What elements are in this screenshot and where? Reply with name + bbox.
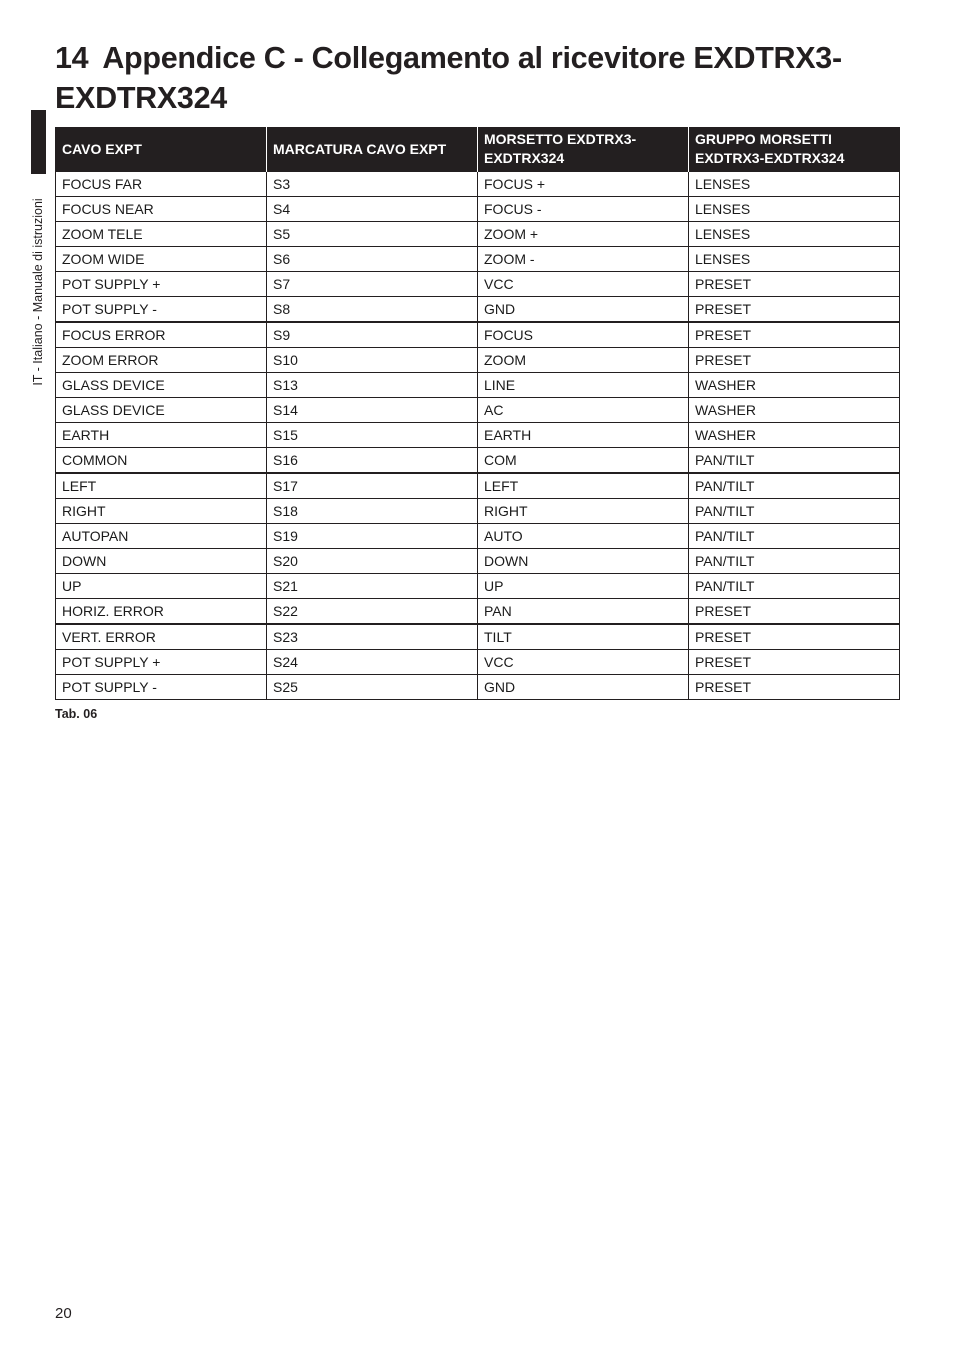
table-cell: LEFT: [56, 473, 267, 499]
table-cell: EARTH: [478, 423, 689, 448]
table-cell: S25: [267, 675, 478, 700]
table-cell: WASHER: [689, 373, 900, 398]
table-row: [56, 172, 900, 197]
table-cell: S21: [267, 574, 478, 599]
table-row: [56, 398, 900, 423]
section-title: Appendice C - Collegamento al ricevitore EXDTRX3-EXDTRX324: [55, 41, 842, 115]
table-cell: WASHER: [689, 398, 900, 423]
table-cell: PAN: [478, 599, 689, 625]
table-cell: PRESET: [689, 297, 900, 323]
table-row: [56, 348, 900, 373]
table-cell: WASHER: [689, 423, 900, 448]
table-cell: LENSES: [689, 222, 900, 247]
table-cell: GLASS DEVICE: [56, 373, 267, 398]
table-cell: PRESET: [689, 348, 900, 373]
column-header-morsetto: MORSETTO EXDTRX3-EXDTRX324: [478, 127, 689, 172]
table-caption: Tab. 06: [55, 707, 98, 721]
side-tab-marker: [31, 110, 46, 174]
page-title: [55, 38, 915, 118]
side-language-label: IT - Italiano - Manuale di istruzioni: [31, 198, 45, 386]
table-row: [56, 297, 900, 323]
table-row: [56, 222, 900, 247]
table-cell: ZOOM -: [478, 247, 689, 272]
table-cell: S4: [267, 197, 478, 222]
table-cell: PAN/TILT: [689, 448, 900, 474]
table-cell: S9: [267, 322, 478, 348]
table-cell: PRESET: [689, 624, 900, 650]
page-number: 20: [55, 1305, 72, 1322]
table-cell: S20: [267, 549, 478, 574]
table-cell: VCC: [478, 650, 689, 675]
table-cell: LENSES: [689, 172, 900, 197]
column-header-marcatura: MARCATURA CAVO EXPT: [267, 127, 478, 172]
table-cell: COMMON: [56, 448, 267, 474]
table-cell: DOWN: [478, 549, 689, 574]
table-cell: RIGHT: [56, 499, 267, 524]
table-cell: AUTO: [478, 524, 689, 549]
table-cell: PAN/TILT: [689, 574, 900, 599]
table-header-row: [56, 127, 900, 172]
table-row: [56, 423, 900, 448]
table-row: [56, 247, 900, 272]
table-cell: GND: [478, 297, 689, 323]
table-cell: FOCUS +: [478, 172, 689, 197]
table-cell: PRESET: [689, 675, 900, 700]
table-row: [56, 650, 900, 675]
table-cell: GLASS DEVICE: [56, 398, 267, 423]
table-cell: S6: [267, 247, 478, 272]
table-cell: S16: [267, 448, 478, 474]
table-cell: LEFT: [478, 473, 689, 499]
table-cell: ZOOM +: [478, 222, 689, 247]
table-cell: FOCUS NEAR: [56, 197, 267, 222]
table-cell: S8: [267, 297, 478, 323]
table-cell: UP: [56, 574, 267, 599]
table-cell: POT SUPPLY -: [56, 675, 267, 700]
table-cell: LENSES: [689, 197, 900, 222]
table-cell: AC: [478, 398, 689, 423]
table-cell: PRESET: [689, 272, 900, 297]
table-cell: TILT: [478, 624, 689, 650]
table-cell: S22: [267, 599, 478, 625]
column-header-gruppo: GRUPPO MORSETTI EXDTRX3-EXDTRX324: [689, 127, 900, 172]
table-cell: PAN/TILT: [689, 524, 900, 549]
table-cell: GND: [478, 675, 689, 700]
table-row: [56, 473, 900, 499]
table-cell: S23: [267, 624, 478, 650]
table-cell: S18: [267, 499, 478, 524]
table-cell: UP: [478, 574, 689, 599]
table-cell: S7: [267, 272, 478, 297]
table-row: [56, 272, 900, 297]
table-row: [56, 499, 900, 524]
table-cell: ZOOM WIDE: [56, 247, 267, 272]
table-cell: S14: [267, 398, 478, 423]
table-row: [56, 448, 900, 474]
table-cell: PRESET: [689, 322, 900, 348]
table-cell: FOCUS FAR: [56, 172, 267, 197]
table-body: [56, 172, 900, 700]
table-cell: POT SUPPLY +: [56, 272, 267, 297]
table-cell: ZOOM ERROR: [56, 348, 267, 373]
table-row: [56, 373, 900, 398]
table-cell: POT SUPPLY -: [56, 297, 267, 323]
table-cell: S10: [267, 348, 478, 373]
table-row: [56, 322, 900, 348]
table-cell: S19: [267, 524, 478, 549]
table-cell: S15: [267, 423, 478, 448]
table-row: [56, 599, 900, 625]
table-cell: ZOOM: [478, 348, 689, 373]
table-cell: AUTOPAN: [56, 524, 267, 549]
table-cell: LINE: [478, 373, 689, 398]
table-cell: ZOOM TELE: [56, 222, 267, 247]
table-cell: DOWN: [56, 549, 267, 574]
table-cell: S5: [267, 222, 478, 247]
table-row: [56, 524, 900, 549]
section-number: 14: [55, 41, 89, 75]
table-cell: PRESET: [689, 599, 900, 625]
table-cell: LENSES: [689, 247, 900, 272]
table-cell: RIGHT: [478, 499, 689, 524]
table-cell: PAN/TILT: [689, 499, 900, 524]
table-cell: PRESET: [689, 650, 900, 675]
table-cell: VERT. ERROR: [56, 624, 267, 650]
table-cell: POT SUPPLY +: [56, 650, 267, 675]
table-cell: FOCUS ERROR: [56, 322, 267, 348]
table-cell: EARTH: [56, 423, 267, 448]
table-cell: S24: [267, 650, 478, 675]
table-cell: PAN/TILT: [689, 549, 900, 574]
table-row: [56, 624, 900, 650]
table-cell: VCC: [478, 272, 689, 297]
table-cell: S17: [267, 473, 478, 499]
table-row: [56, 675, 900, 700]
table-row: [56, 549, 900, 574]
column-header-cavo-expt: CAVO EXPT: [56, 127, 267, 172]
table-row: [56, 574, 900, 599]
table-cell: S13: [267, 373, 478, 398]
table-cell: COM: [478, 448, 689, 474]
table-cell: FOCUS: [478, 322, 689, 348]
table-cell: PAN/TILT: [689, 473, 900, 499]
table-cell: FOCUS -: [478, 197, 689, 222]
connection-table: [55, 127, 900, 700]
table-cell: S3: [267, 172, 478, 197]
table-cell: HORIZ. ERROR: [56, 599, 267, 625]
table-row: [56, 197, 900, 222]
